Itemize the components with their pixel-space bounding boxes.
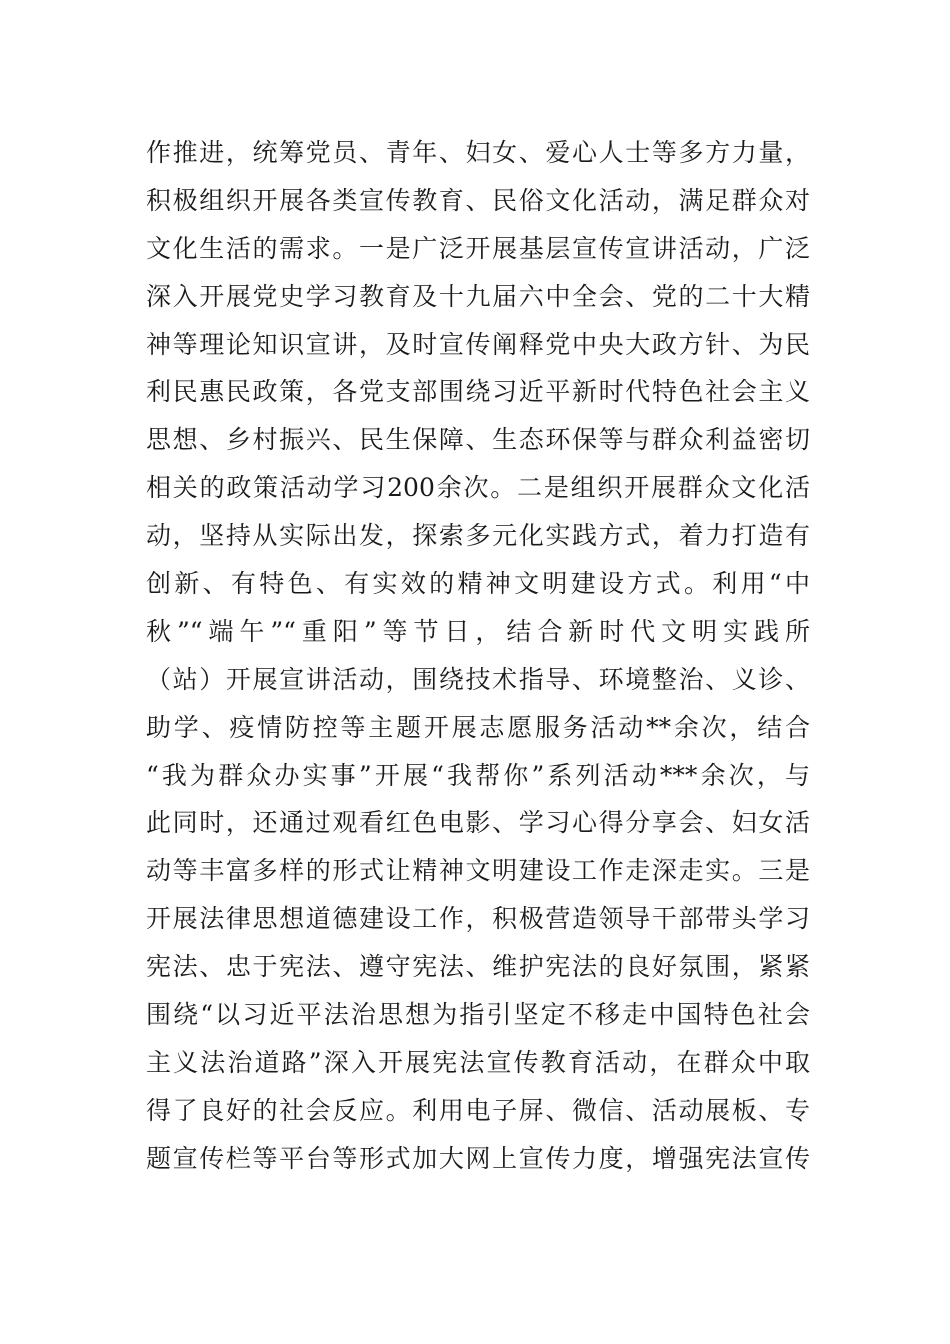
paragraph-line-6: 利民惠民政策，各党支部围绕习近平新时代特色社会主义 [146, 377, 810, 407]
paragraph-line-22: 题宣传栏等平台等形式加大网上宣传力度，增强宪法宣传 [146, 1143, 810, 1173]
paragraph-line-7: 思想、乡村振兴、民生保障、生态环保等与群众利益密切 [146, 425, 810, 455]
paragraph-line-8: 相关的政策活动学习200余次。二是组织开展群众文化活 [146, 473, 810, 503]
paragraph-line-9: 动，坚持从实际出发，探索多元化实践方式，着力打造有 [146, 521, 810, 551]
paragraph-line-17: 开展法律思想道德建设工作，积极营造领导干部带头学习 [146, 904, 810, 934]
paragraph-line-18: 宪法、忠于宪法、遵守宪法、维护宪法的良好氛围，紧紧 [146, 952, 810, 982]
paragraph-line-19: 围绕“以习近平法治思想为指引坚定不移走中国特色社会 [146, 1000, 810, 1030]
paragraph-line-15: 此同时，还通过观看红色电影、学习心得分享会、妇女活 [146, 808, 810, 838]
paragraph-line-2: 积极组织开展各类宣传教育、民俗文化活动，满足群众对 [146, 185, 810, 215]
body-paragraph [146, 129, 810, 1183]
paragraph-line-11: 秋”“端午”“重阳”等节日，结合新时代文明实践所 [146, 616, 810, 646]
paragraph-line-10: 创新、有特色、有实效的精神文明建设方式。利用“中 [146, 569, 810, 599]
paragraph-line-20: 主义法治道路”深入开展宪法宣传教育活动，在群众中取 [146, 1047, 810, 1077]
paragraph-line-3: 文化生活的需求。一是广泛开展基层宣传宣讲活动，广泛 [146, 233, 810, 263]
paragraph-line-13: 助学、疫情防控等主题开展志愿服务活动**余次，结合 [146, 712, 810, 742]
paragraph-line-14: “我为群众办实事”开展“我帮你”系列活动***余次，与 [146, 760, 810, 790]
paragraph-line-5: 神等理论知识宣讲，及时宣传阐释党中央大政方针、为民 [146, 329, 810, 359]
paragraph-line-12: （站）开展宣讲活动，围绕技术指导、环境整治、义诊、 [146, 664, 810, 694]
paragraph-line-16: 动等丰富多样的形式让精神文明建设工作走深走实。三是 [146, 856, 810, 886]
paragraph-line-21: 得了良好的社会反应。利用电子屏、微信、活动展板、专 [146, 1095, 810, 1125]
paragraph-line-1: 作推进，统筹党员、青年、妇女、爱心人士等多方力量， [146, 138, 810, 167]
paragraph-line-4: 深入开展党史学习教育及十九届六中全会、党的二十大精 [146, 281, 810, 311]
